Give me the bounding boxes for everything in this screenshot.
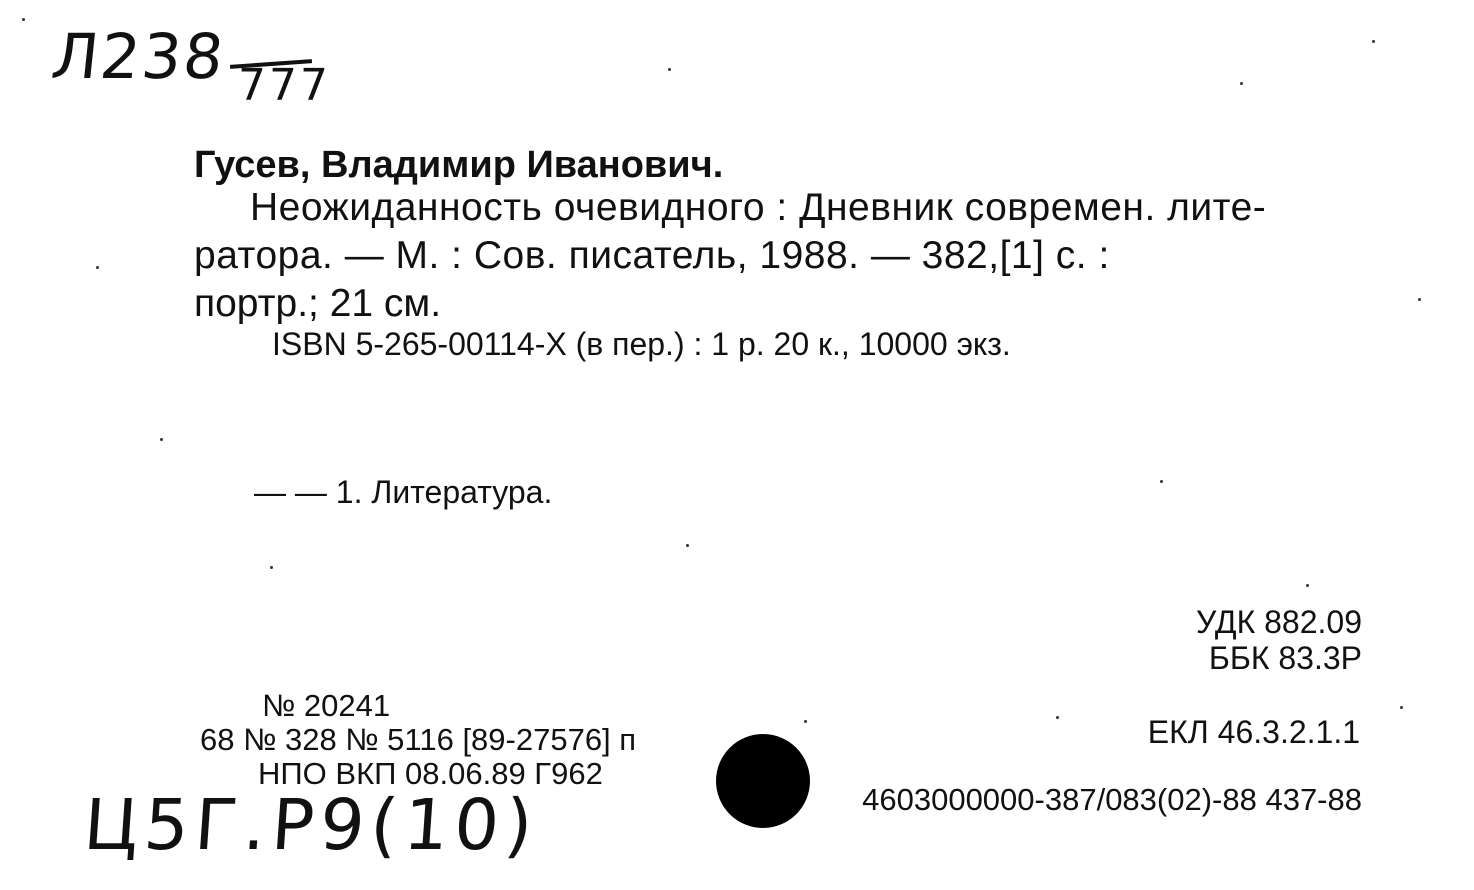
- bbk-code: ББК 83.3Р: [1208, 640, 1362, 676]
- author-heading: Гусев, Владимир Иванович.: [194, 144, 724, 186]
- speck: [1400, 706, 1403, 709]
- speck: [804, 720, 807, 723]
- speck: [1418, 298, 1421, 301]
- title-line-2: ратора. — М. : Сов. писатель, 1988. — 382,[1] с. :: [194, 234, 1110, 277]
- speck: [1306, 584, 1309, 587]
- speck: [160, 438, 163, 441]
- handwritten-classification: Ц5Г.Р9(10): [81, 784, 542, 866]
- publisher-code: 4603000000-387/083(02)-88 437-88: [862, 782, 1362, 817]
- subject-heading: — — 1. Литература.: [254, 474, 553, 510]
- speck: [1160, 480, 1163, 483]
- order-line: 68 № 328 № 5116 [89-27576] п: [200, 722, 637, 757]
- speck: [668, 68, 671, 71]
- speck: [1372, 40, 1375, 43]
- speck: [1056, 716, 1059, 719]
- punch-hole: [716, 734, 810, 828]
- udk-code: УДК 882.09: [1196, 604, 1362, 640]
- speck: [22, 18, 25, 21]
- speck: [686, 544, 689, 547]
- isbn-line: ISBN 5-265-00114-Х (в пер.) : 1 р. 20 к., 10000 экз.: [272, 326, 1011, 362]
- title-line-1: Неожиданность очевидного : Дневник современ. лите-: [250, 186, 1267, 229]
- handwritten-shelfmark: Л238: [48, 20, 229, 93]
- printer-line: НПО ВКП 08.06.89 Г962: [258, 756, 603, 791]
- speck: [1240, 82, 1243, 85]
- title-line-3: портр.; 21 см.: [194, 282, 442, 325]
- speck: [96, 266, 99, 269]
- handwritten-shelfmark-sub: 777: [238, 60, 331, 111]
- card-number: № 20241: [262, 688, 391, 723]
- ekl-code: ЕКЛ 46.3.2.1.1: [1147, 714, 1360, 750]
- speck: [270, 566, 273, 569]
